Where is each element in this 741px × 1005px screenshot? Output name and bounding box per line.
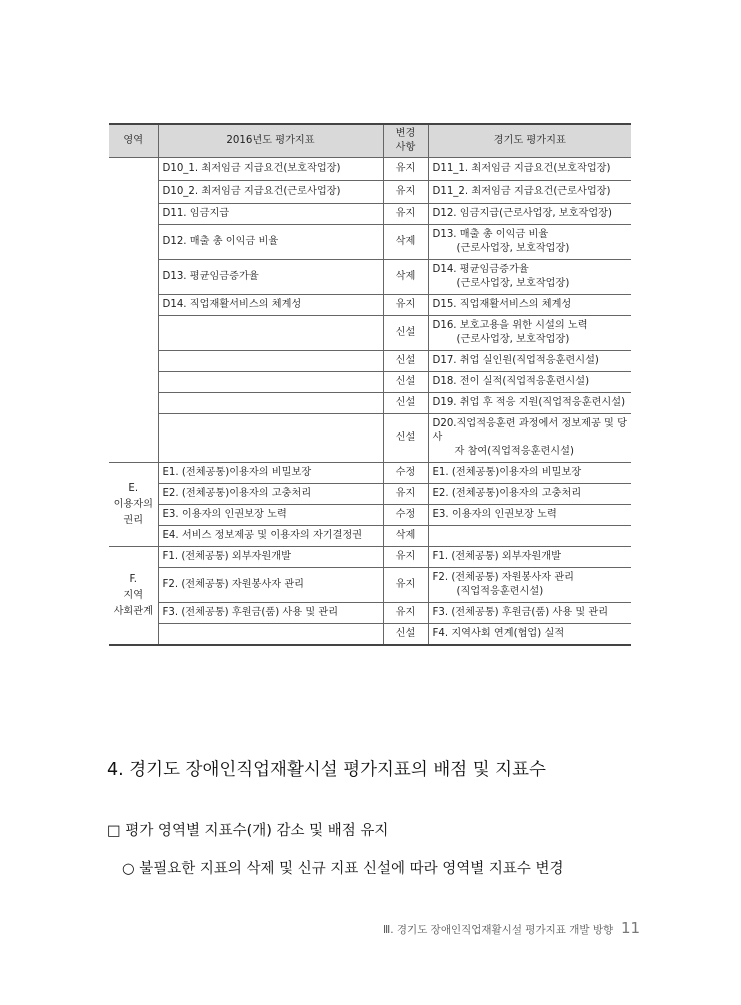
new-index-line1: F2. (전체공통) 자원봉사자 관리 bbox=[432, 572, 574, 583]
change-cell: 신설 bbox=[383, 351, 428, 372]
evaluation-index-table bbox=[109, 123, 631, 646]
new-index-cell bbox=[428, 225, 631, 260]
bullet-square-item: □ 평가 영역별 지표수(개) 감소 및 배점 유지 bbox=[107, 823, 389, 839]
new-index-cell bbox=[428, 393, 631, 414]
change-cell: 유지 bbox=[383, 158, 428, 181]
table-row bbox=[109, 603, 631, 624]
old-index-cell bbox=[158, 414, 383, 463]
change-cell: 유지 bbox=[383, 568, 428, 603]
new-index-cell bbox=[428, 624, 631, 646]
new-index-line1: E2. (전체공통)이용자의 고충처리 bbox=[432, 488, 582, 499]
new-index-cell bbox=[428, 526, 631, 547]
table-row bbox=[109, 547, 631, 568]
new-index-line1: D15. 직업재활서비스의 체계성 bbox=[432, 299, 572, 310]
new-index-cell bbox=[428, 547, 631, 568]
change-cell: 신설 bbox=[383, 624, 428, 646]
new-index-cell bbox=[428, 181, 631, 204]
section-heading: 4. 경기도 장애인직업재활시설 평가지표의 배점 및 지표수 bbox=[107, 760, 546, 780]
change-cell: 수정 bbox=[383, 463, 428, 484]
table-header-row bbox=[109, 124, 631, 158]
old-index-cell: E4. 서비스 정보제공 및 이용자의 자기결정권 bbox=[158, 526, 383, 547]
change-cell: 신설 bbox=[383, 372, 428, 393]
new-index-line2: (근로사업장, 보호작업장) bbox=[456, 278, 570, 289]
new-index-cell bbox=[428, 372, 631, 393]
new-index-line1: D12. 임금지급(근로사업장, 보호작업장) bbox=[432, 208, 612, 219]
old-index-cell: D13. 평균임금증가율 bbox=[158, 260, 383, 295]
change-cell: 유지 bbox=[383, 547, 428, 568]
new-index-line1: D11_1. 최저임금 지급요건(보호작업장) bbox=[432, 163, 611, 174]
old-index-cell: F2. (전체공통) 자원봉사자 관리 bbox=[158, 568, 383, 603]
table-row bbox=[109, 463, 631, 484]
new-index-line1: E3. 이용자의 인권보장 노력 bbox=[432, 509, 557, 520]
new-index-line1: D19. 취업 후 적응 지원(직업적응훈련시설) bbox=[432, 397, 626, 408]
new-index-cell bbox=[428, 463, 631, 484]
change-cell: 유지 bbox=[383, 603, 428, 624]
table-row bbox=[109, 393, 631, 414]
new-index-line1: D17. 취업 실인원(직업적응훈련시설) bbox=[432, 355, 599, 366]
new-index-line1: D20.직업적응훈련 과정에서 정보제공 및 당사 bbox=[432, 418, 627, 443]
change-cell: 유지 bbox=[383, 484, 428, 505]
header-gg: 경기도 평가지표 bbox=[428, 124, 631, 158]
old-index-cell: F1. (전체공통) 외부자원개발 bbox=[158, 547, 383, 568]
new-index-line1: F3. (전체공통) 후원금(품) 사용 및 관리 bbox=[432, 607, 609, 618]
new-index-cell bbox=[428, 603, 631, 624]
old-index-cell bbox=[158, 372, 383, 393]
change-cell: 수정 bbox=[383, 505, 428, 526]
change-cell: 신설 bbox=[383, 393, 428, 414]
new-index-cell bbox=[428, 505, 631, 526]
new-index-line2: 자 참여(직업적응훈련시설) bbox=[454, 446, 574, 457]
new-index-cell bbox=[428, 158, 631, 181]
old-index-cell: E3. 이용자의 인권보장 노력 bbox=[158, 505, 383, 526]
new-index-line1: F1. (전체공통) 외부자원개발 bbox=[432, 551, 561, 562]
old-index-cell: D10_2. 최저임금 지급요건(근로사업장) bbox=[158, 181, 383, 204]
change-cell: 신설 bbox=[383, 316, 428, 351]
old-index-cell bbox=[158, 316, 383, 351]
change-cell: 유지 bbox=[383, 204, 428, 225]
change-cell: 삭제 bbox=[383, 260, 428, 295]
change-cell: 삭제 bbox=[383, 225, 428, 260]
old-index-cell: D11. 임금지급 bbox=[158, 204, 383, 225]
table-row bbox=[109, 505, 631, 526]
new-index-cell bbox=[428, 295, 631, 316]
new-index-cell bbox=[428, 316, 631, 351]
table-row bbox=[109, 225, 631, 260]
change-cell: 유지 bbox=[383, 181, 428, 204]
old-index-cell bbox=[158, 624, 383, 646]
table-row bbox=[109, 624, 631, 646]
new-index-cell bbox=[428, 568, 631, 603]
table-row bbox=[109, 372, 631, 393]
new-index-line1: D11_2. 최저임금 지급요건(근로사업장) bbox=[432, 186, 611, 197]
page-footer: Ⅲ. 경기도 장애인직업재활시설 평가지표 개발 방향 bbox=[383, 924, 614, 936]
new-index-cell bbox=[428, 484, 631, 505]
change-cell: 신설 bbox=[383, 414, 428, 463]
old-index-cell: D10_1. 최저임금 지급요건(보호작업장) bbox=[158, 158, 383, 181]
change-cell: 삭제 bbox=[383, 526, 428, 547]
area-cell-E: E. 이용자의 권리 bbox=[109, 463, 158, 547]
table-row bbox=[109, 484, 631, 505]
bullet-circle-item: ○ 불필요한 지표의 삭제 및 신규 지표 신설에 따라 영역별 지표수 변경 bbox=[122, 861, 564, 877]
table-row bbox=[109, 316, 631, 351]
table-row bbox=[109, 204, 631, 225]
area-cell bbox=[109, 158, 158, 463]
header-change: 변경 사항 bbox=[383, 124, 428, 158]
page-number: 11 bbox=[621, 919, 641, 937]
old-index-cell: E1. (전체공통)이용자의 비밀보장 bbox=[158, 463, 383, 484]
new-index-line1: E1. (전체공통)이용자의 비밀보장 bbox=[432, 467, 582, 478]
table-row bbox=[109, 568, 631, 603]
new-index-line2: (직업적응훈련시설) bbox=[456, 586, 544, 597]
new-index-cell bbox=[428, 260, 631, 295]
new-index-line1: D14. 평균임금증가율 bbox=[432, 264, 529, 275]
new-index-cell bbox=[428, 351, 631, 372]
new-index-line2: (근로사업장, 보호작업장) bbox=[456, 334, 570, 345]
table-row bbox=[109, 351, 631, 372]
old-index-cell bbox=[158, 393, 383, 414]
table-row bbox=[109, 181, 631, 204]
table-row bbox=[109, 260, 631, 295]
change-cell: 유지 bbox=[383, 295, 428, 316]
table-row bbox=[109, 158, 631, 181]
new-index-line1: D13. 매출 총 이익금 비율 bbox=[432, 229, 549, 240]
new-index-cell bbox=[428, 414, 631, 463]
new-index-cell bbox=[428, 204, 631, 225]
header-2016: 2016년도 평가지표 bbox=[158, 124, 383, 158]
area-cell-F: F. 지역 사회관계 bbox=[109, 547, 158, 646]
old-index-cell: D12. 매출 총 이익금 비율 bbox=[158, 225, 383, 260]
new-index-line1: F4. 지역사회 연계(협업) 실적 bbox=[432, 628, 565, 639]
old-index-cell bbox=[158, 351, 383, 372]
old-index-cell: E2. (전체공통)이용자의 고충처리 bbox=[158, 484, 383, 505]
table-row bbox=[109, 414, 631, 463]
old-index-cell: D14. 직업재활서비스의 체계성 bbox=[158, 295, 383, 316]
old-index-cell: F3. (전체공통) 후원금(품) 사용 및 관리 bbox=[158, 603, 383, 624]
new-index-line1: D16. 보호고용을 위한 시설의 노력 bbox=[432, 320, 588, 331]
header-area: 영역 bbox=[109, 124, 158, 158]
table-row bbox=[109, 526, 631, 547]
table-row bbox=[109, 295, 631, 316]
new-index-line2: (근로사업장, 보호작업장) bbox=[456, 243, 570, 254]
new-index-line1: D18. 전이 실적(직업적응훈련시설) bbox=[432, 376, 590, 387]
